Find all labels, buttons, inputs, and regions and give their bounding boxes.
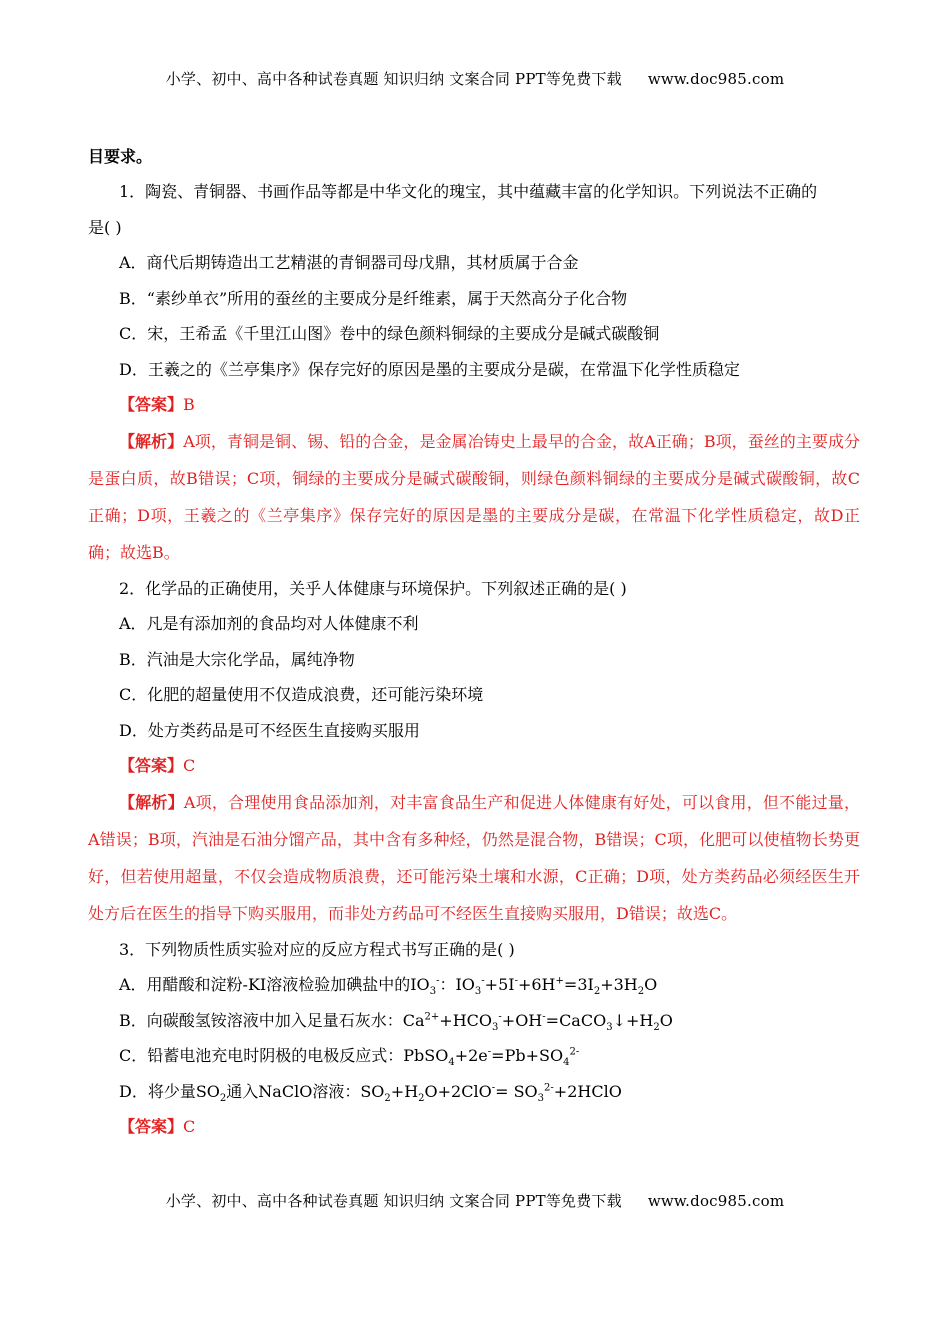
q2-option-d: D．处方类药品是可不经医生直接购买服用 <box>119 720 420 740</box>
explain-tag: 【解析】 <box>119 431 184 451</box>
q3-answer-value: C <box>183 1117 196 1136</box>
q2-stem: 2．化学品的正确使用，关乎人体健康与环境保护。下列叙述正确的是( ) <box>119 578 627 598</box>
q1-option-b: B．“素纱单衣”所用的蚕丝的主要成分是纤维素，属于天然高分子化合物 <box>119 288 628 308</box>
answer-tag: 【答案】 <box>119 1117 184 1136</box>
q2-explanation-text: A项，合理使用食品添加剂，对丰富食品生产和促进人体健康有好处，可以食用，但不能过量，A错误；B项，汽油是石油分馏产品，其中含有多种烃，仍然是混合物，B错误；C项，化肥可以使植物长势更好，但若使用超量，不仅会造成物质浪费，还可能污染土壤和水源，C正确；D项，处方类药品必须经医生开处方后在医生的指导下购买服用，而非处方药品可不经医生直接购买服用，D错误；故选C。 <box>88 792 860 923</box>
q2-option-c: C．化肥的超量使用不仅造成浪费，还可能污染环境 <box>119 685 484 704</box>
q2-answer <box>88 748 860 784</box>
footer-text: 小学、初中、高中各种试卷真题 知识归纳 文案合同 PPT等免费下载 <box>165 1192 622 1210</box>
footer-url[interactable]: www.doc985.com <box>647 1192 785 1210</box>
q3-answer <box>88 1109 860 1145</box>
header-text: 小学、初中、高中各种试卷真题 知识归纳 文案合同 PPT等免费下载 <box>165 70 622 88</box>
explain-tag: 【解析】 <box>119 792 184 812</box>
question-3 <box>88 932 860 1145</box>
q2-explanation <box>88 784 860 932</box>
document-body <box>88 140 860 1145</box>
q1-stem-line1: 1．陶瓷、青铜器、书画作品等都是中华文化的瑰宝，其中蕴藏丰富的化学知识。下列说法不正确的 <box>119 182 818 201</box>
q1-explanation <box>88 423 860 571</box>
q1-option-c: C．宋，王希孟《千里江山图》卷中的绿色颜料铜绿的主要成分是碱式碳酸铜 <box>119 324 660 343</box>
question-1 <box>88 174 860 571</box>
q1-stem-line2: 是( ) <box>88 217 122 237</box>
question-2 <box>88 571 860 932</box>
q1-explanation-text: A项，青铜是铜、锡、铅的合金，是金属冶铸史上最早的合金，故A正确；B项，蚕丝的主要成分是蛋白质，故B错误；C项，铜绿的主要成分是碱式碳酸铜，则绿色颜料铜绿的主要成分是碱式碳酸铜，故C正确；D项，王羲之的《兰亭集序》保存完好的原因是墨的主要成分是碳，在常温下化学性质稳定，故D正确；故选B。 <box>88 431 860 562</box>
page-footer <box>0 1190 950 1211</box>
q1-option-d: D．王羲之的《兰亭集序》保存完好的原因是墨的主要成分是碳，在常温下化学性质稳定 <box>119 359 740 379</box>
q1-answer-value: B <box>183 395 195 414</box>
page-header <box>0 68 950 89</box>
q2-answer-value: C <box>183 756 196 775</box>
answer-tag: 【答案】 <box>119 756 184 775</box>
header-url[interactable]: www.doc985.com <box>647 70 785 88</box>
q3-option-b: B．向碳酸氢铵溶液中加入足量石灰水：$Ca^{2+}+HCO_3^-+OH^-=CaCO_3↓+H_2O$ <box>119 1010 673 1033</box>
answer-tag: 【答案】 <box>119 395 184 414</box>
q2-option-b: B．汽油是大宗化学品，属纯净物 <box>119 649 355 669</box>
q3-option-d: D．将少量$SO_2$通入NaClO溶液：$SO_2+H_2O+2ClO^-=$ $SO_3^{2-}+2HClO$ <box>119 1081 622 1104</box>
q2-option-a: A．凡是有添加剂的食品均对人体健康不利 <box>119 614 419 633</box>
q1-answer <box>88 387 860 423</box>
intro-text: 目要求。 <box>88 147 153 166</box>
q3-option-a: A．用醋酸和淀粉-KI溶液检验加碘盐中的$IO_3^-$：$IO_3^-+5I^-+6H^+=3I_2+3H_2O$ <box>119 975 658 998</box>
q3-option-c: C．铅蓄电池充电时阴极的电极反应式：$PbSO_4+2e^-=Pb+SO_4^{2-}$ <box>119 1046 580 1069</box>
q1-option-a: A．商代后期铸造出工艺精湛的青铜器司母戊鼎，其材质属于合金 <box>119 253 579 272</box>
q3-stem: 3．下列物质性质实验对应的反应方程式书写正确的是( ) <box>119 939 515 959</box>
